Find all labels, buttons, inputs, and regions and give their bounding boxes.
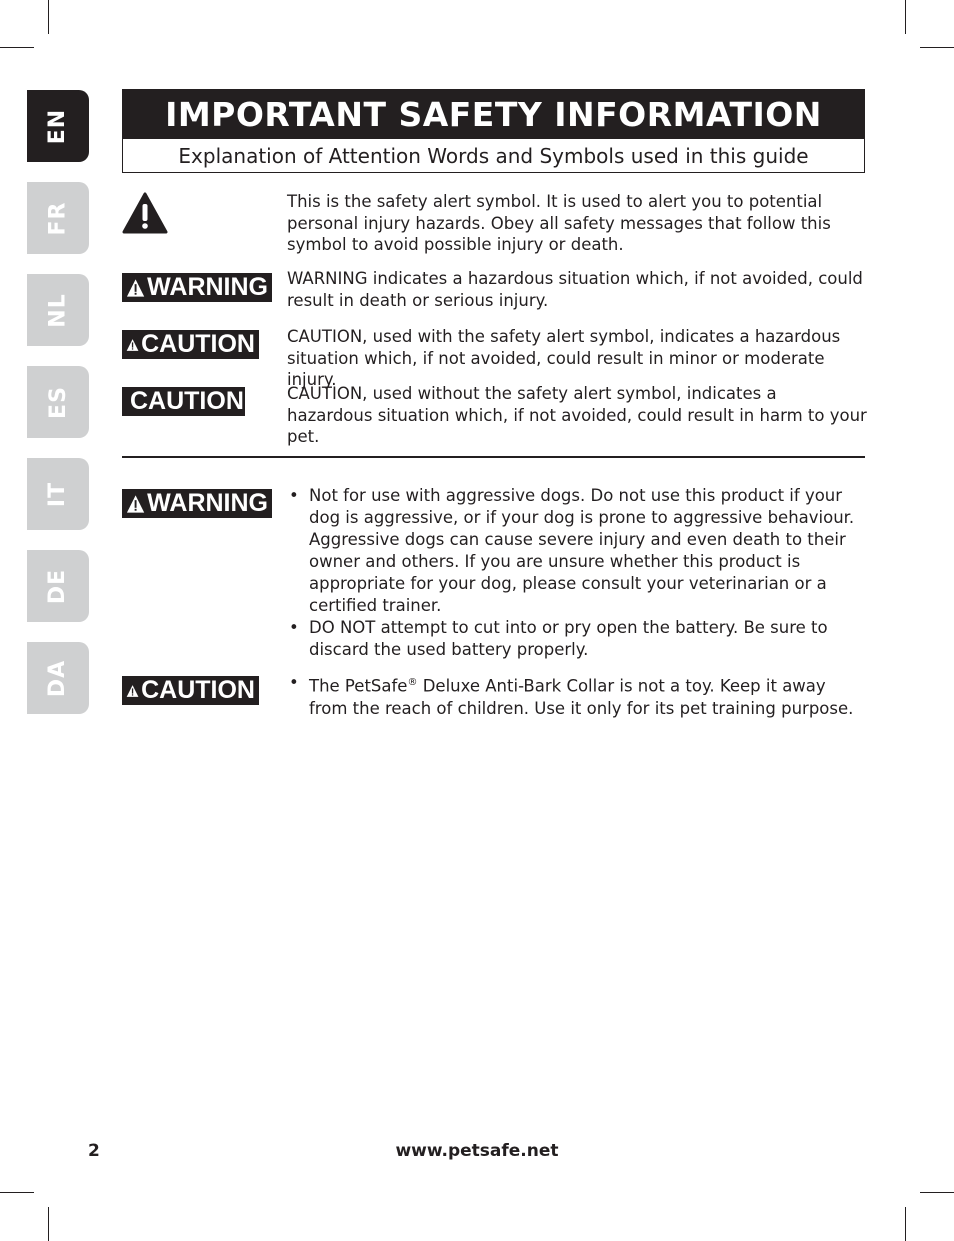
crop-mark xyxy=(0,47,34,48)
list-item: • DO NOT attempt to cut into or pry open the battery. Be sure to discard the used battery properly. xyxy=(287,617,857,661)
page-number: 2 xyxy=(88,1141,100,1161)
warning-triangle-icon xyxy=(126,278,145,298)
crop-mark xyxy=(920,1192,954,1193)
warning-triangle-icon xyxy=(126,681,139,701)
alert-symbol-description: This is the safety alert symbol. It is used to alert you to potential personal injury hazards. Obey all safety messages that follow this symbol to avoid possible injury or death. xyxy=(287,192,831,254)
caution-badge: CAUTION xyxy=(122,330,259,359)
warning-triangle-icon xyxy=(126,335,139,355)
language-tab-de[interactable]: DE xyxy=(27,550,89,622)
caution-plain-description: CAUTION, used without the safety alert symbol, indicates a hazardous situation which, if not avoided, could result in harm to your pet. xyxy=(287,384,867,446)
warning-badge: WARNING xyxy=(122,273,272,302)
crop-mark xyxy=(920,47,954,48)
language-tab-it[interactable]: IT xyxy=(27,458,89,530)
caution-plain-badge: CAUTION xyxy=(122,387,245,416)
warning-section-badge: WARNING xyxy=(122,489,272,518)
crop-mark xyxy=(0,1192,34,1193)
language-tab-da[interactable]: DA xyxy=(27,642,89,714)
page-subtitle: Explanation of Attention Words and Symbols used in this guide xyxy=(122,139,865,173)
page-title: IMPORTANT SAFETY INFORMATION xyxy=(165,94,822,134)
warning-list xyxy=(287,485,857,661)
language-tab-es[interactable]: ES xyxy=(27,366,89,438)
footer-url[interactable]: www.petsafe.net xyxy=(395,1141,559,1161)
crop-mark xyxy=(48,1207,49,1241)
warning-description: WARNING indicates a hazardous situation which, if not avoided, could result in death or serious injury. xyxy=(287,269,863,310)
section-divider xyxy=(122,456,865,458)
caution-list xyxy=(287,672,857,720)
safety-alert-icon xyxy=(122,192,168,234)
crop-mark xyxy=(48,0,49,34)
language-tab-fr[interactable]: FR xyxy=(27,182,89,254)
caution-section-badge: CAUTION xyxy=(122,676,259,705)
page-title-bar xyxy=(122,89,865,139)
crop-mark xyxy=(905,1207,906,1241)
warning-triangle-icon xyxy=(126,494,145,514)
language-tab-en[interactable]: EN xyxy=(27,90,89,162)
crop-mark xyxy=(905,0,906,34)
language-tab-nl[interactable]: NL xyxy=(27,274,89,346)
list-item: • The PetSafe® Deluxe Anti-Bark Collar is not a toy. Keep it away from the reach of children. Use it only for its pet training purpose. xyxy=(287,672,857,720)
list-item: • Not for use with aggressive dogs. Do not use this product if your dog is aggressive, or if your dog is prone to aggressive behaviour. Aggressive dogs can cause severe injury and even death to their owner and others. If you are unsure whether this product is appropriate for your dog, please consult your veterinarian or a certified trainer. xyxy=(287,485,857,617)
caution-symbol-description: CAUTION, used with the safety alert symbol, indicates a hazardous situation which, if not avoided, could result in minor or moderate injury. xyxy=(287,327,841,389)
